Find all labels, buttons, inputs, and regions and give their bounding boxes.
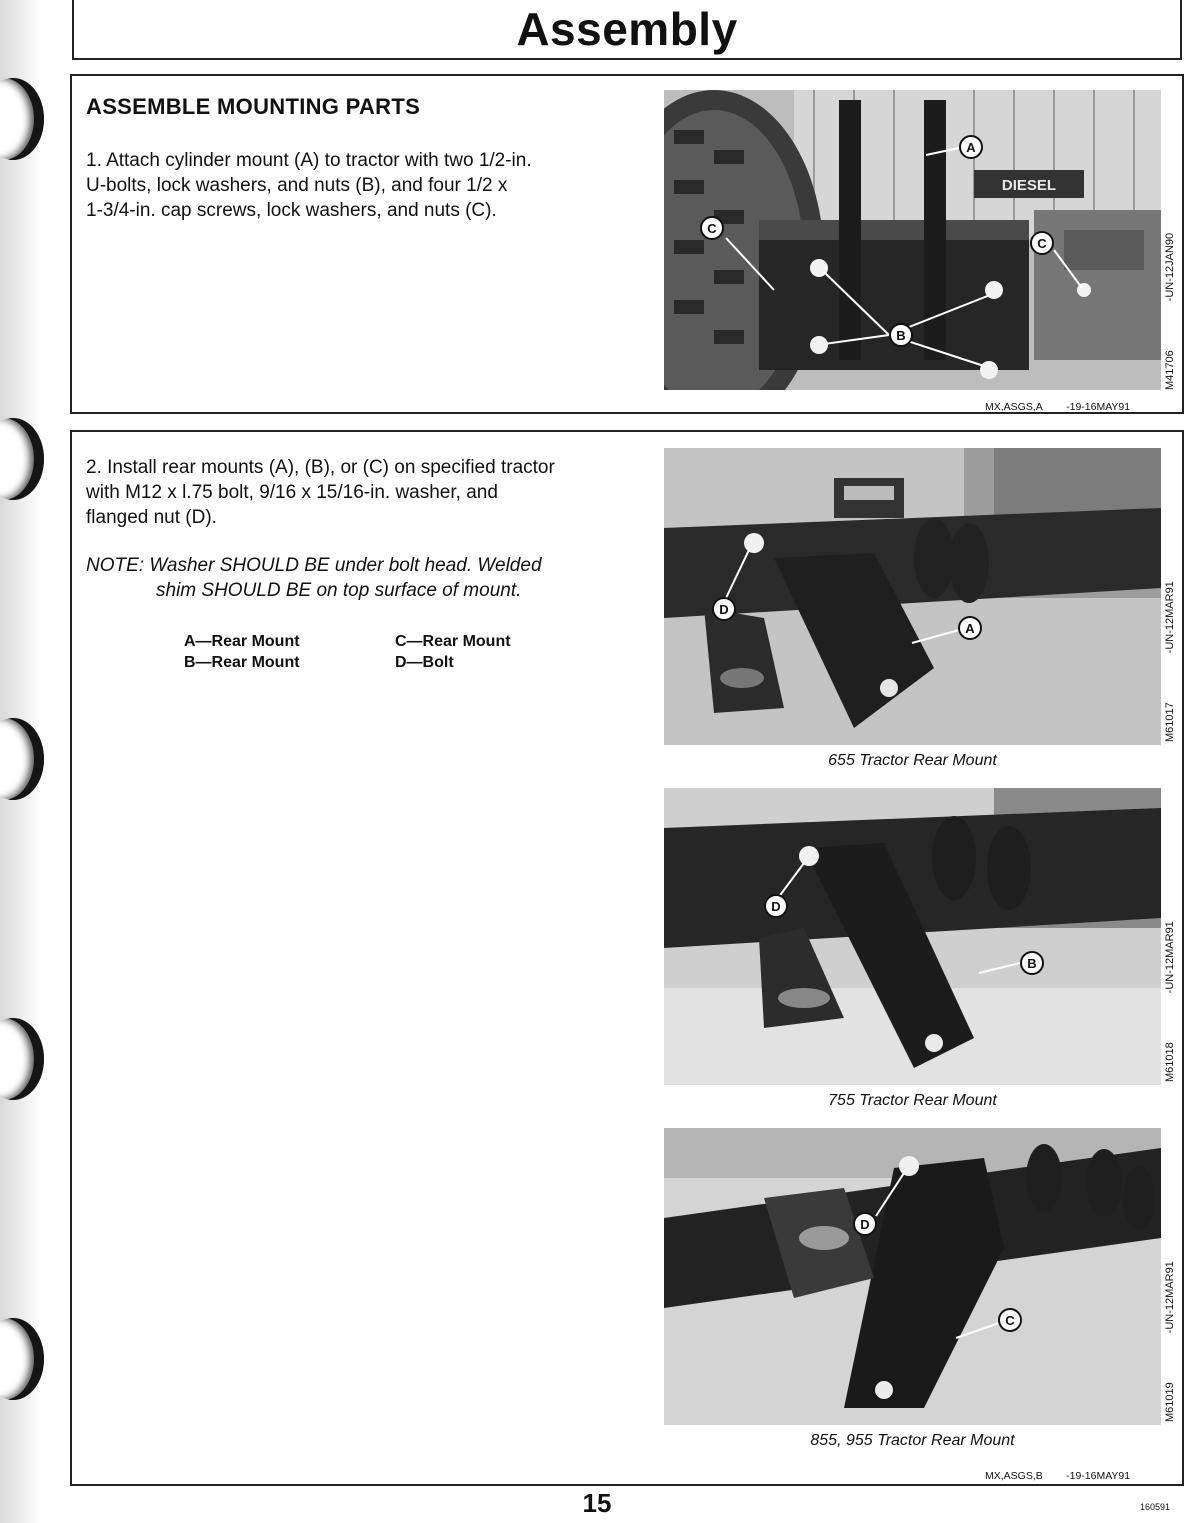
page-number: 15 xyxy=(582,1488,612,1518)
ref-right: -19-16MAY91 xyxy=(1066,401,1131,413)
legend-item-a: A—Rear Mount xyxy=(184,633,300,650)
callout-b: B xyxy=(1027,956,1037,971)
photo-caption-755: 755 Tractor Rear Mount xyxy=(828,1092,997,1109)
callout-d: D xyxy=(719,602,729,617)
callout-a: A xyxy=(965,621,975,636)
callout-a: A xyxy=(966,140,976,155)
callout-c: C xyxy=(707,221,717,236)
rear-mount-855-955-photo xyxy=(664,1128,1161,1425)
ref-left: MX,ASGS,B xyxy=(985,1470,1043,1482)
section-heading: ASSEMBLE MOUNTING PARTS xyxy=(86,94,421,119)
section-ref xyxy=(985,1470,1130,1482)
step-2-line: flanged nut (D). xyxy=(86,507,217,528)
callout-c: C xyxy=(1005,1313,1015,1328)
rear-mount-655-photo xyxy=(664,448,1161,745)
step-2-line: with M12 x l.75 bolt, 9/16 x 15/16-in. washer, and xyxy=(86,482,498,503)
step-1-line: 1. Attach cylinder mount (A) to tractor with two 1/2-in. xyxy=(86,150,532,171)
section-ref xyxy=(985,401,1130,413)
step-1-line: 1-3/4-in. cap screws, lock washers, and nuts (C). xyxy=(86,200,497,221)
callout-d: D xyxy=(860,1217,870,1232)
callout-d: D xyxy=(771,899,781,914)
photo-code-right: -UN-12JAN90 xyxy=(1164,232,1176,302)
diesel-decal: DIESEL xyxy=(1001,177,1057,194)
step-1-text xyxy=(86,148,646,223)
photo-code xyxy=(1164,233,1176,390)
callout-b: B xyxy=(896,328,906,343)
photo-code xyxy=(1164,921,1176,1082)
rear-mount-755-photo xyxy=(664,788,1161,1085)
legend-item-b: B—Rear Mount xyxy=(184,654,300,671)
photo-caption-855-955: 855, 955 Tractor Rear Mount xyxy=(810,1432,1015,1449)
ref-right: -19-16MAY91 xyxy=(1066,1470,1131,1482)
photo-code-left: M41706 xyxy=(1164,350,1176,390)
callout-c: C xyxy=(1037,236,1047,251)
photo-caption-655: 655 Tractor Rear Mount xyxy=(828,752,997,769)
note-line-2: shim SHOULD BE on top surface of mount. xyxy=(156,580,522,601)
ref-left: MX,ASGS,A xyxy=(985,401,1043,413)
note-line-1: NOTE: Washer SHOULD BE under bolt head. Welded xyxy=(86,555,542,576)
legend-item-d: D—Bolt xyxy=(395,654,454,671)
title-box xyxy=(72,0,1182,60)
photo-code xyxy=(1164,1261,1176,1422)
step-2-text xyxy=(86,455,646,530)
photo-code-left: M61019 xyxy=(1164,1382,1176,1422)
step-1-line: U-bolts, lock washers, and nuts (B), and four 1/2 x xyxy=(86,175,508,196)
photo-code-right: -UN-12MAR91 xyxy=(1164,1261,1176,1334)
doc-code: 160591 xyxy=(1140,1502,1171,1512)
photo-code-right: -UN-12MAR91 xyxy=(1164,921,1176,994)
photo-code-left: M61018 xyxy=(1164,1042,1176,1082)
legend-item-c: C—Rear Mount xyxy=(395,633,511,650)
step-2-line: 2. Install rear mounts (A), (B), or (C) on specified tractor xyxy=(86,457,555,478)
photo-code xyxy=(1164,581,1176,742)
cylinder-mount-photo xyxy=(664,90,1161,390)
photo-code-right: -UN-12MAR91 xyxy=(1164,581,1176,654)
photo-code-left: M61017 xyxy=(1164,702,1176,742)
page-title: Assembly xyxy=(516,3,738,55)
note-text xyxy=(86,553,646,603)
